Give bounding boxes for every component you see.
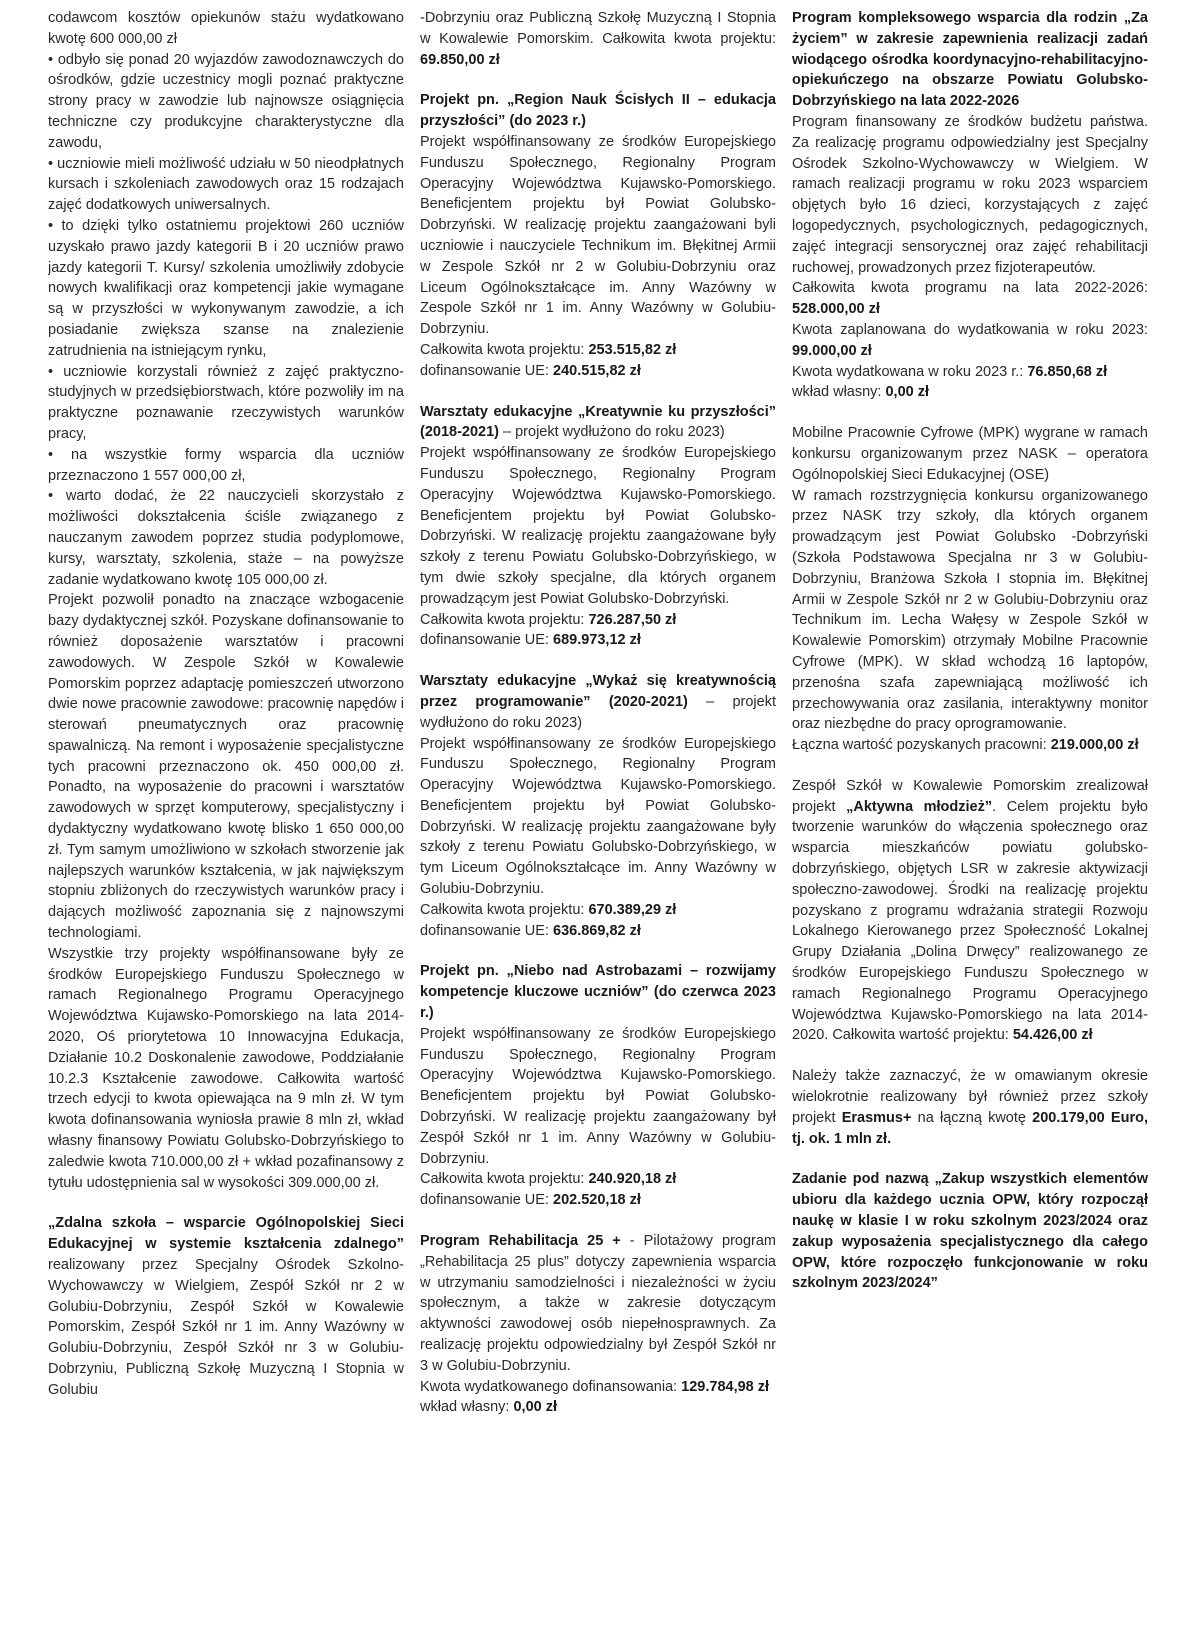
bold-text: 202.520,18 zł [553,1192,641,1209]
bold-text: Program Rehabilitacja 25 + [420,1233,621,1250]
paragraph [48,944,404,1194]
paragraph [792,320,1148,362]
bold-text: Erasmus+ [841,1109,912,1126]
bold-text: 76.850,68 zł [1027,363,1108,380]
paragraph [48,1213,404,1400]
bold-text: 54.426,00 zł [1012,1027,1093,1044]
paragraph [420,1169,776,1190]
body-text: – projekt wydłużono do roku 2023) [420,693,776,731]
body-text: • warto dodać, że 22 nauczycieli skorzystało z możliwości dokształcenia ściśle związanego z nauczanym zawodem poprzez studia podyplomowe, kursy, warsztaty, szkolenia, staże – na powyższe zadanie wydatkowano kwotę 105 000,00 zł. [48,488,404,588]
paragraph [48,445,404,487]
paragraph-spacer [420,651,776,671]
bold-text: 240.515,82 zł [553,362,641,379]
bold-text: 689.973,12 zł [553,632,641,649]
paragraph [420,610,776,631]
paragraph [420,1377,776,1398]
body-text: Projekt współfinansowany ze środków Europejskiego Funduszu Społecznego, Regionalny Program Operacyjny Województwa Kujawsko-Pomorskiego. Beneficjentem projektu był Powiat Golubsko-Dobrzyński. W realizację projektu zaangażowane były szkoły z terenu Powiatu Golubsko-Dobrzyńskiego, w tym Liceum Ogólnokształcące im. Anny Wazówny w Golubiu-Dobrzyniu. [420,735,776,898]
body-text: Program finansowany ze środków budżetu państwa. Za realizację programu odpowiedzialny jest Specjalny Ośrodek Szkolno-Wychowawczy w Wielgiem. W ramach realizacji programu w roku 2023 wsparciem objętych było 16 dzieci, korzystających z zajęć logopedycznych, psychologicznych, pedagogicznych, zajęć integracji sensorycznej oraz zajęć rehabilitacji ruchowej, prowadzonych przez fizjoterapeutów. [792,113,1148,276]
body-text: Projekt współfinansowany ze środków Europejskiego Funduszu Społecznego, Regionalny Program Operacyjny Województwa Kujawsko-Pomorskiego. Beneficjentem projektu był Powiat Golubsko-Dobrzyński. W realizację projektu zaangażowane były szkoły z terenu Powiatu Golubsko-Dobrzyńskiego, w tym dwie szkoły specjalne, dla których organem prowadzącym jest Powiat Golubsko-Dobrzyński. [420,445,776,607]
paragraph [420,132,776,340]
paragraph [420,1190,776,1211]
paragraph [420,630,776,651]
bold-text: Warsztaty edukacyjne „Kreatywnie ku przyszłości” (2018-2021) [420,403,776,441]
paragraph [420,361,776,382]
paragraph-spacer [792,403,1148,423]
paragraph [48,50,404,154]
paragraph-spacer [420,1211,776,1231]
bold-text: „Zdalna szkoła – wsparcie Ogólnopolskiej Sieci Edukacyjnej w systemie kształcenia zdalnego” [48,1215,404,1253]
text-column-3 [792,8,1148,1624]
bold-text: „Aktywna młodzież” [846,798,993,815]
text-column-1 [48,8,404,1624]
paragraph [420,8,776,70]
bold-text: 219.000,00 zł [1050,737,1139,754]
body-text: realizowany przez Specjalny Ośrodek Szkolno-Wychowawczy w Wielgiem, Zespół Szkół nr 2 w Golubiu-Dobrzyniu, Zespół Szkół w Kowalewie Pomorskim, Zespół Szkół nr 1 im. Anny Wazówny w Golubiu-Dobrzyniu, Zespół Szkół nr 3 w Golubiu-Dobrzyniu, Publiczną Szkołę Muzyczną I Stopnia w Golubiu [48,1257,404,1398]
paragraph [420,402,776,444]
paragraph [48,486,404,590]
body-text: • odbyło się ponad 20 wyjazdów zawodoznawczych do ośrodków, gdzie uczestnicy mogli poznać praktyczne strony pracy w zawodzie lub najnowsze osiągnięcia techniczne czy produkcyjne charakterystyczne dla zawodu, [48,51,404,151]
paragraph [420,1024,776,1170]
body-text: • to dzięki tylko ostatniemu projektowi 260 uczniów uzyskało prawo jazdy kategorii B i 20 uczniów prawo jazdy kategorii T. Kursy/ szkolenia umożliwiły zdobycie nowych kwalifikacji oraz kompetencji jakie wymagane są w przyszłości w wykonywanym zawodzie, a ich posiadanie zwiększa szanse na znalezienie zatrudnienia na istniejącym rynku, [48,217,404,359]
paragraph [420,961,776,1023]
paragraph-spacer [792,756,1148,776]
paragraph [48,216,404,362]
body-text: Łączna wartość pozyskanych pracowni: [792,737,1051,754]
body-text: dofinansowanie UE: [420,1192,553,1209]
body-text: Kwota wydatkowana w roku 2023 r.: [792,363,1028,380]
bold-text: 726.287,50 zł [588,611,677,628]
body-text: dofinansowanie UE: [420,922,553,939]
bold-text: 240.920,18 zł [588,1171,677,1188]
body-text: Całkowita kwota projektu: [420,1171,589,1188]
body-text: Kwota wydatkowanego dofinansowania: [420,1378,682,1395]
body-text: wkład własny: [420,1399,514,1416]
bold-text: 528.000,00 zł [792,301,880,318]
text-column-2 [420,8,776,1624]
paragraph-spacer [420,382,776,402]
paragraph [792,735,1148,756]
body-text: . Celem projektu było tworzenie warunków do włączenia społecznego oraz wsparcia mieszkańców powiatu golubsko-dobrzyńskiego, objętych LSR w zakresie aktywizacji społeczno-zawodowej. Środki na realizację projektu pozyskano z programu wdrażania strategii Rozwoju Lokalnego Kierowanego przez Społeczność Lokalnej Grupy Działania „Dolina Drwęcy” realizowanego ze środków Europejskiego Funduszu Społecznego w ramach Regionalnego Programu Operacyjnego Województwa Kujawsko-Pomorskiego na lata 2014-2020. Całkowita wartość projektu: [792,798,1148,1044]
paragraph [792,278,1148,320]
paragraph [792,1066,1148,1149]
paragraph-spacer [792,1149,1148,1169]
body-text: Całkowita kwota projektu: [420,611,589,628]
paragraph [420,443,776,609]
body-text: Projekt współfinansowany ze środków Europejskiego Funduszu Społecznego, Regionalny Program Operacyjny Województwa Kujawsko-Pomorskiego. Beneficjentem projektu był Powiat Golubsko-Dobrzyński. W realizację projektu zaangażowany był Zespół Szkół nr 1 im. Anny Wazówny w Golubiu-Dobrzyniu. [420,1025,776,1167]
bold-text: Warsztaty edukacyjne „Wykaż się kreatywnością przez programowanie” (2020-2021) [420,673,776,710]
paragraph [792,486,1148,736]
paragraph [48,362,404,445]
body-text: Należy także zaznaczyć, że w omawianym okresie wielokrotnie realizowany był również przez szkoły projekt [792,1068,1148,1126]
paragraph [48,590,404,944]
paragraph [48,8,404,50]
paragraph [420,921,776,942]
body-text: • uczniowie korzystali również z zajęć praktyczno-studyjnych w przedsiębiorstwach, które pozwoliły im na praktyczne poznawanie rzeczywistych warunków pracy, [48,363,404,442]
paragraph [792,423,1148,485]
bold-text: 129.784,98 zł [681,1378,770,1395]
paragraph [792,362,1148,383]
bold-text: 0,00 zł [513,1399,558,1416]
paragraph [420,1231,776,1377]
paragraph-spacer [48,1193,404,1213]
paragraph [792,382,1148,403]
paragraph [420,90,776,132]
body-text: wkład własny: [792,384,886,401]
body-text: Wszystkie trzy projekty współfinansowane były ze środków Europejskiego Funduszu Społecznego w ramach Regionalnego Programu Operacyjnego Województwa Kujawsko-Pomorskiego na lata 2014-2020, Oś priorytetowa 10 Innowacyjna Edukacja, Działanie 10.2 Doskonalenie zawodowe, Poddziałanie 10.2.3 Kształcenie zawodowe. Całkowita wartość trzech edycji to kwota opiewająca na 9 mln zł. W tym kwota dofinansowania wyniosła prawie 8 mln zł, wkład własny finansowy Powiatu Golubsko-Dobrzyńskiego to zaledwie kwota 710.000,00 zł + wkład pozafinansowy z tytułu udostępnienia sal w wysokości 309.000,00 zł. [48,945,404,1191]
paragraph [420,734,776,900]
body-text: codawcom kosztów opiekunów stażu wydatkowano kwotę 600 000,00 zł [48,10,404,47]
body-text: na łączną kwotę [911,1109,1033,1126]
paragraph [48,154,404,216]
bold-text: 0,00 zł [885,384,930,401]
paragraph-spacer [420,941,776,961]
bold-text: Projekt pn. „Region Nauk Ścisłych II – edukacja przyszłości” (do 2023 r.) [420,92,776,130]
body-text: Projekt pozwolił ponadto na znaczące wzbogacenie bazy dydaktycznej szkół. Pozyskane dofinansowanie to również doposażenie warsztatów i pracowni zawodowych. W Zespole Szkół w Kowalewie Pomorskim poprzez adaptację pomieszczeń utworzono dwie nowe pracownie zawodowe: pracownię napędów i sterowań pneumatycznych oraz pracownię spawalniczą. Na remont i wyposażenie specjalistyczne tych pracowni przeznaczono ok. 450 000,00 zł. Ponadto, na wyposażenie do pracowni i warsztatów zawodowych w sprzęt komputerowy, specjalistyczny i dydaktyczny wydatkowano kwotę blisko 1 650 000,00 zł. Tym samym umożliwiono w szkołach stworzenie jak najlepszych warunków kształcenia, w jak największym stopniu zbliżonych do rzeczywistych warunków pracy i dających możliwość zapoznania się z najnowszymi technologiami. [48,592,404,942]
body-text: - Pilotażowy program „Rehabilitacja 25 plus” dotyczy zapewnienia wsparcia w utrzymaniu samodzielności i niezależności w życiu społecznym, a także w zakresie dotyczącym aktywności zawodowej osób niepełnosprawnych. Za realizację projektu odpowiedzialny był Zespół Szkół nr 3 w Golubiu-Dobrzyniu. [420,1233,776,1374]
paragraph-spacer [420,70,776,90]
body-text: Całkowita kwota projektu: [420,901,589,918]
body-text: Całkowita kwota projektu: [420,341,589,358]
body-text: Mobilne Pracownie Cyfrowe (MPK) wygrane w ramach konkursu organizowanym przez NASK – operatora Ogólnopolskiej Sieci Edukacyjnej (OSE) [792,425,1148,483]
body-text: – projekt wydłużono do roku 2023) [499,424,725,441]
newsletter-page [48,8,1150,1624]
bold-text: 670.389,29 zł [588,901,677,918]
paragraph [420,340,776,361]
body-text: • uczniowie mieli możliwość udziału w 50 nieodpłatnych kursach i szkoleniach zawodowych oraz 15 rodzajach zajęć dodatkowych uniwersalnych. [48,155,404,214]
paragraph-spacer [792,1046,1148,1066]
paragraph [420,900,776,921]
body-text: -Dobrzyniu oraz Publiczną Szkołę Muzyczną I Stopnia w Kowalewie Pomorskim. Całkowita kwota projektu: [420,10,776,47]
paragraph [792,8,1148,112]
paragraph [420,671,776,733]
bold-text: 200.179,00 Euro, tj. ok. 1 mln zł. [792,1109,1148,1147]
bold-text: 69.850,00 zł [420,51,500,68]
body-text: dofinansowanie UE: [420,632,553,649]
bold-text: 253.515,82 zł [588,341,677,358]
body-text: Kwota zaplanowana do wydatkowania w roku 2023: [792,321,1148,338]
bold-text: Projekt pn. „Niebo nad Astrobazami – rozwijamy kompetencje kluczowe uczniów” (do czerwca 2023 r.) [420,963,776,1022]
bold-text: 636.869,82 zł [553,922,641,939]
paragraph [792,776,1148,1046]
body-text: Zespół Szkół w Kowalewie Pomorskim zrealizował projekt [792,777,1148,815]
body-text: Całkowita kwota programu na lata 2022-2026: [792,280,1148,297]
body-text: dofinansowanie UE: [420,362,553,379]
bold-text: 99.000,00 zł [792,342,872,359]
body-text: • na wszystkie formy wsparcia dla uczniów przeznaczono 1 557 000,00 zł, [48,446,404,484]
paragraph [792,1169,1148,1294]
body-text: W ramach rozstrzygnięcia konkursu organizowanego przez NASK trzy szkoły, dla których organem prowadzącym jest Powiat Golubsko -Dobrzyński (Szkoła Podstawowa Specjalna nr 3 w Golubiu-Dobrzyniu, Branżowa Szkoła I stopnia im. Błękitnej Armii w Zespole Szkół nr 2 w Golubiu-Dobrzyniu oraz Technikum im. Lecha Wałęsy w Zespole Szkół w Kowalewie Pomorskim) otrzymały Mobilne Pracownie Cyfrowe (MPK). W skład wchodzą 16 laptopów, przenośna szafa zapewniającą możliwość ich przechowywania oraz zasilania, interaktywny monitor oraz niezbędne do pracy oprogramowanie. [792,487,1148,733]
bold-text: Program kompleksowego wsparcia dla rodzin „Za życiem” w zakresie zapewnienia realizacji zadań wiodącego ośrodka koordynacyjno-rehabilitacyjno-opiekuńczego na obszarze Powiatu Golubsko-Dobrzyńskiego na lata 2022-2026 [792,10,1148,110]
paragraph [420,1397,776,1418]
bold-text: Zadanie pod nazwą „Zakup wszystkich elementów ubioru dla każdego ucznia OPW, który rozpoczął naukę w klasie I w roku szkolnym 2023/2024 oraz zakup wyposażenia specjalistycznego dla całego OPW, które rozpoczęło funkcjonowanie w roku szkolnym 2023/2024” [792,1171,1148,1292]
paragraph [792,112,1148,278]
body-text: Projekt współfinansowany ze środków Europejskiego Funduszu Społecznego, Regionalny Program Operacyjny Województwa Kujawsko-Pomorskiego. Beneficjentem projektu był Powiat Golubsko-Dobrzyński. W realizację projektu zaangażowani byli uczniowie i nauczyciele Technikum im. Błękitnej Armii w Zespole Szkół nr 2 w Golubiu-Dobrzyniu oraz Liceum Ogólnokształcące im. Anny Wazówny w Zespole Szkół nr 1 im. Anny Wazówny w Golubiu-Dobrzyniu. [420,133,776,338]
